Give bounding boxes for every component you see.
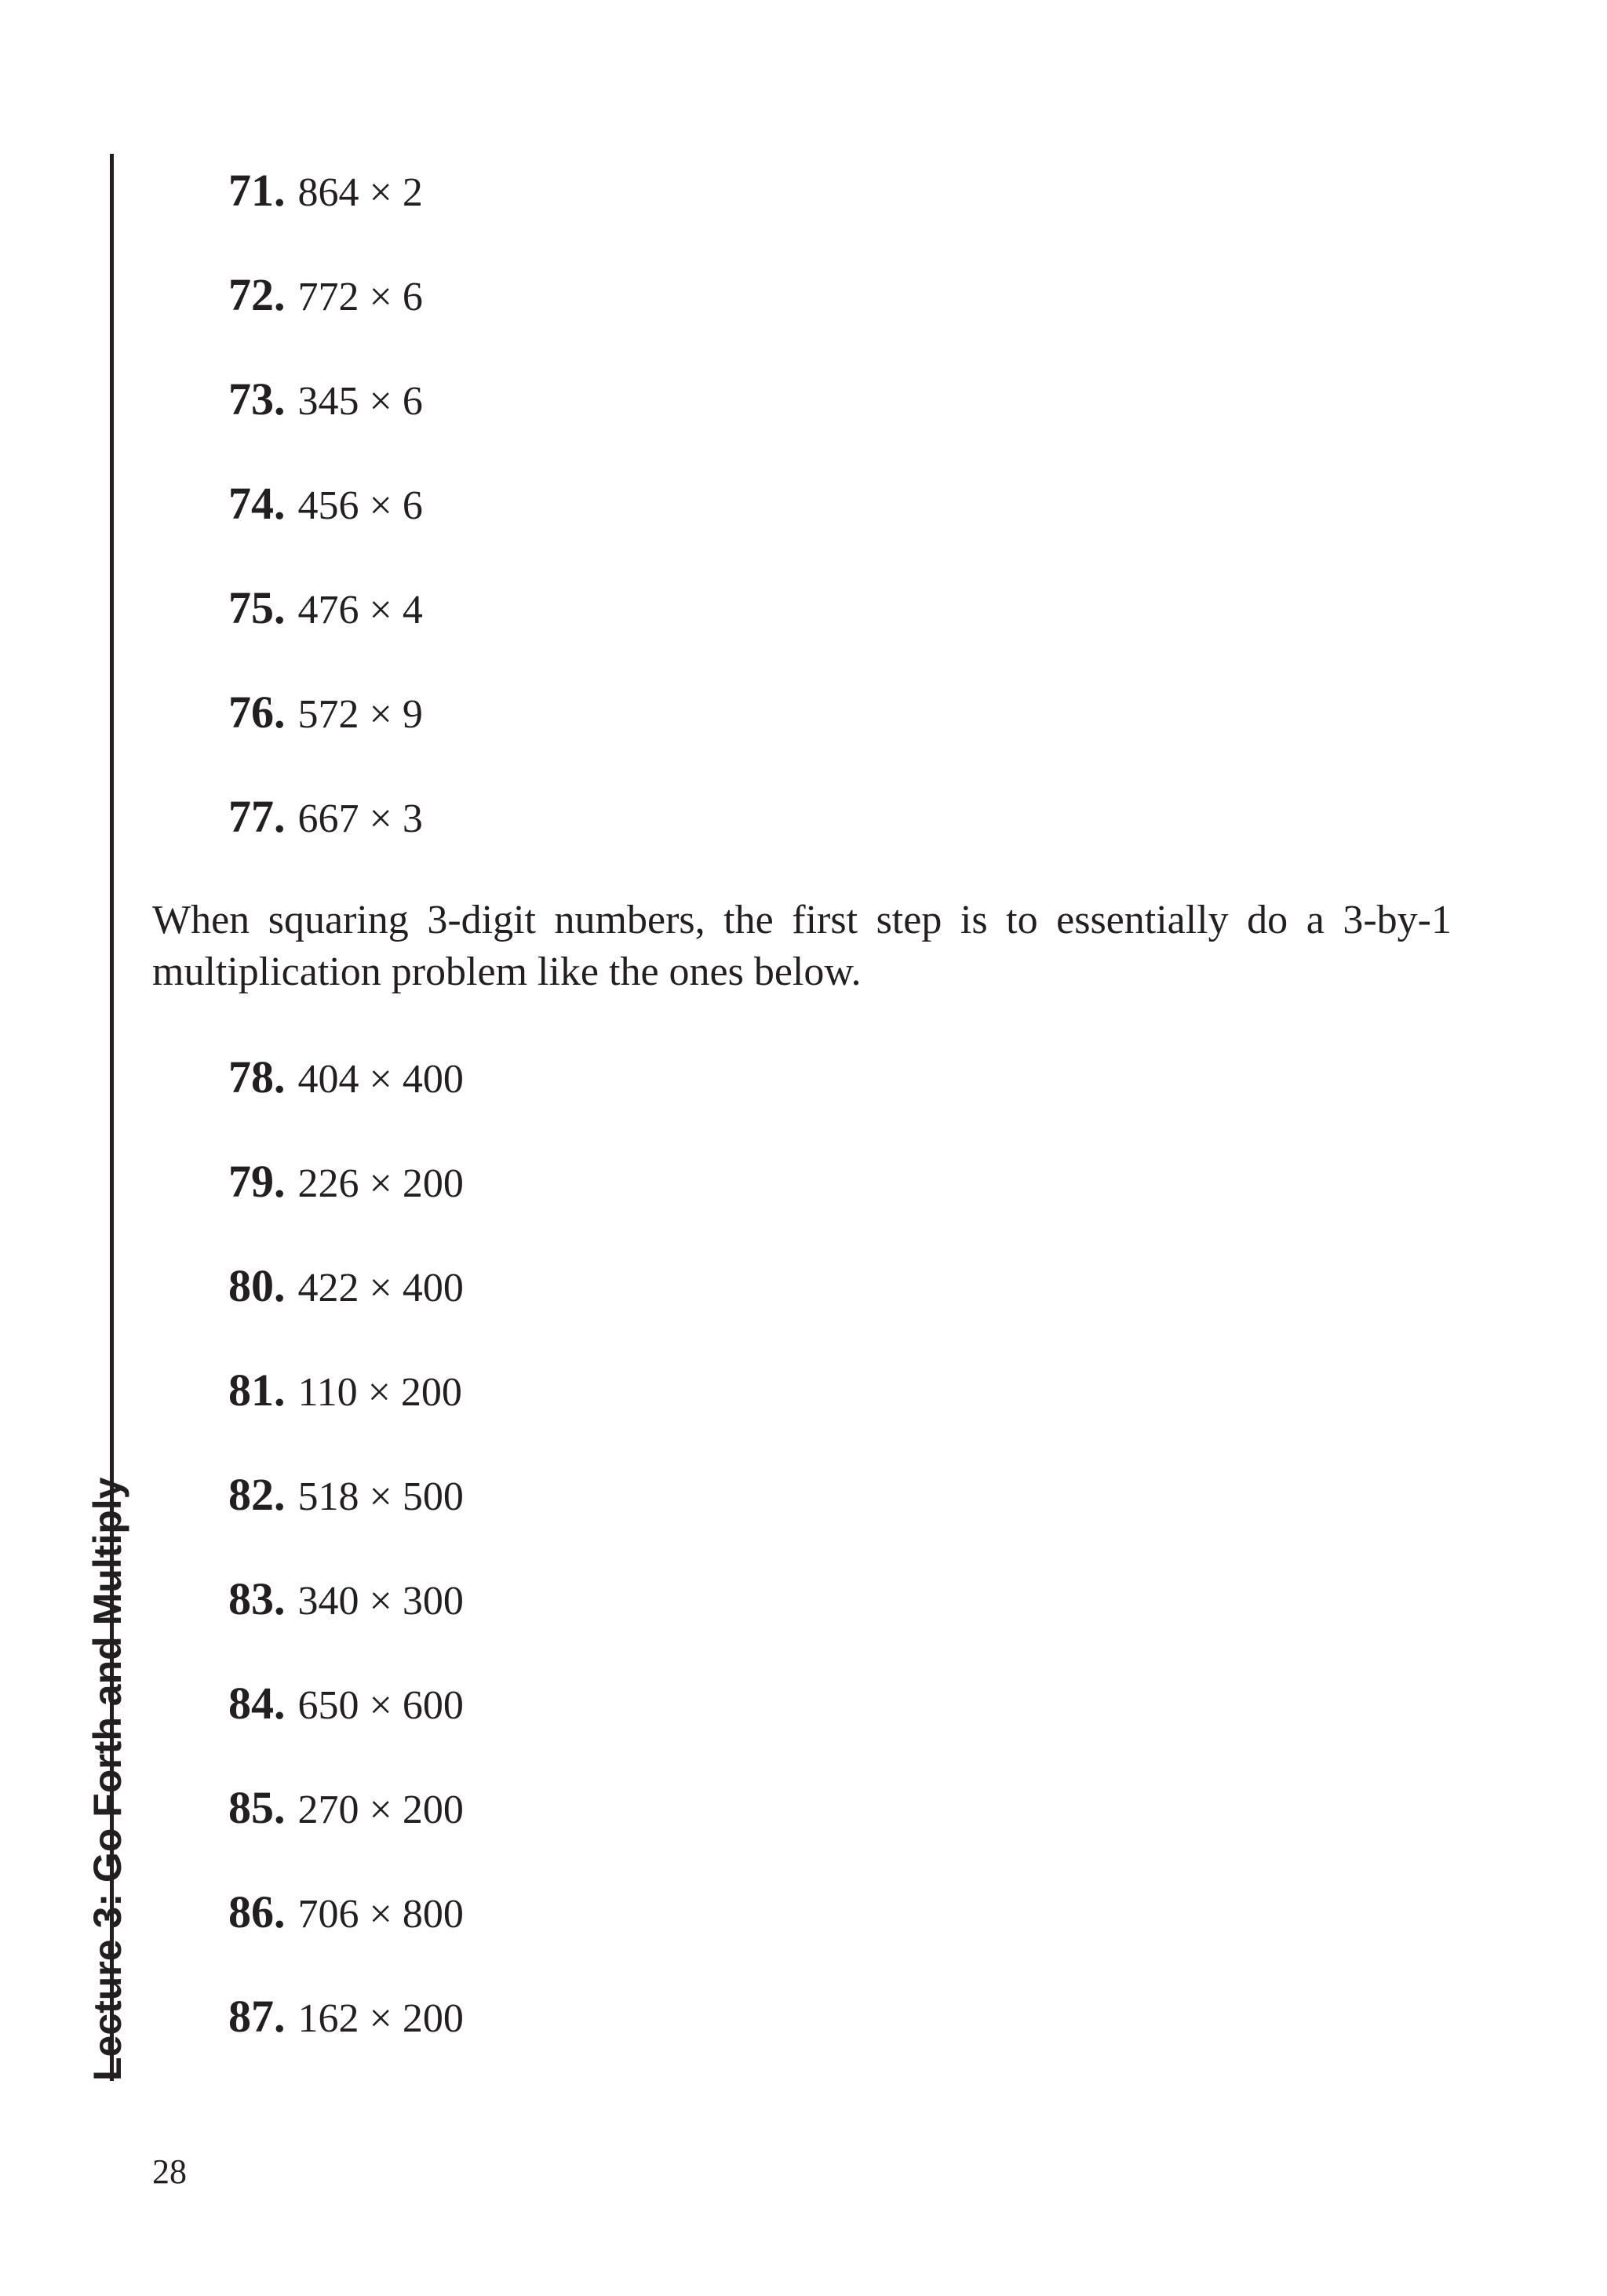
problem-number: 86. (228, 1886, 286, 1937)
problem-item (228, 1573, 464, 1624)
problem-number: 79. (228, 1156, 286, 1207)
problem-number: 76. (228, 687, 286, 738)
problem-item (228, 582, 423, 633)
problem-expression: 476 × 4 (297, 588, 423, 632)
problem-number: 73. (228, 374, 286, 425)
problem-number: 82. (228, 1469, 286, 1520)
problem-expression: 162 × 200 (297, 1996, 464, 2041)
problem-number: 71. (228, 165, 286, 216)
problem-expression: 456 × 6 (297, 483, 423, 528)
problem-number: 81. (228, 1365, 286, 1416)
instruction-paragraph: When squaring 3-digit numbers, the first step is to essentially do a 3-by-1 multiplication problem like the ones below. (152, 898, 1452, 994)
problem-item (228, 1886, 464, 1937)
running-head: Lecture 3: Go Forth and Multiply (86, 1477, 129, 2081)
problem-number: 87. (228, 1991, 286, 2042)
problem-expression: 404 × 400 (297, 1057, 464, 1102)
problem-item (228, 1365, 462, 1416)
problem-number: 74. (228, 478, 286, 529)
problem-expression: 270 × 200 (297, 1788, 464, 1832)
problem-expression: 772 × 6 (297, 275, 423, 319)
problem-number: 77. (228, 791, 286, 842)
problem-item (228, 1678, 464, 1729)
problem-number: 78. (228, 1051, 286, 1102)
problem-number: 84. (228, 1678, 286, 1729)
problem-expression: 650 × 600 (297, 1683, 464, 1728)
problem-number: 75. (228, 582, 286, 633)
page-number: 28 (152, 2152, 187, 2191)
problem-item (228, 269, 423, 320)
problem-expression: 667 × 3 (297, 796, 423, 841)
problem-number: 85. (228, 1782, 286, 1833)
problem-item (228, 791, 423, 842)
problem-expression: 422 × 400 (297, 1266, 464, 1310)
problem-expression: 110 × 200 (297, 1370, 462, 1415)
problem-expression: 706 × 800 (297, 1892, 464, 1937)
problem-item (228, 165, 423, 216)
problem-item (228, 1051, 464, 1102)
problem-item (228, 1260, 464, 1311)
problem-item (228, 374, 423, 425)
problem-expression: 572 × 9 (297, 692, 423, 737)
problem-expression: 518 × 500 (297, 1474, 464, 1519)
problem-item (228, 1991, 464, 2042)
problem-number: 72. (228, 269, 286, 320)
problem-number: 83. (228, 1573, 286, 1624)
problem-expression: 864 × 2 (297, 170, 423, 215)
problem-expression: 345 × 6 (297, 379, 423, 424)
problem-expression: 340 × 300 (297, 1579, 464, 1624)
problem-item (228, 687, 423, 738)
problem-expression: 226 × 200 (297, 1161, 464, 1206)
problem-item (228, 1782, 464, 1833)
problem-item (228, 478, 423, 529)
problem-item (228, 1156, 464, 1207)
problem-item (228, 1469, 464, 1520)
problem-number: 80. (228, 1260, 286, 1311)
